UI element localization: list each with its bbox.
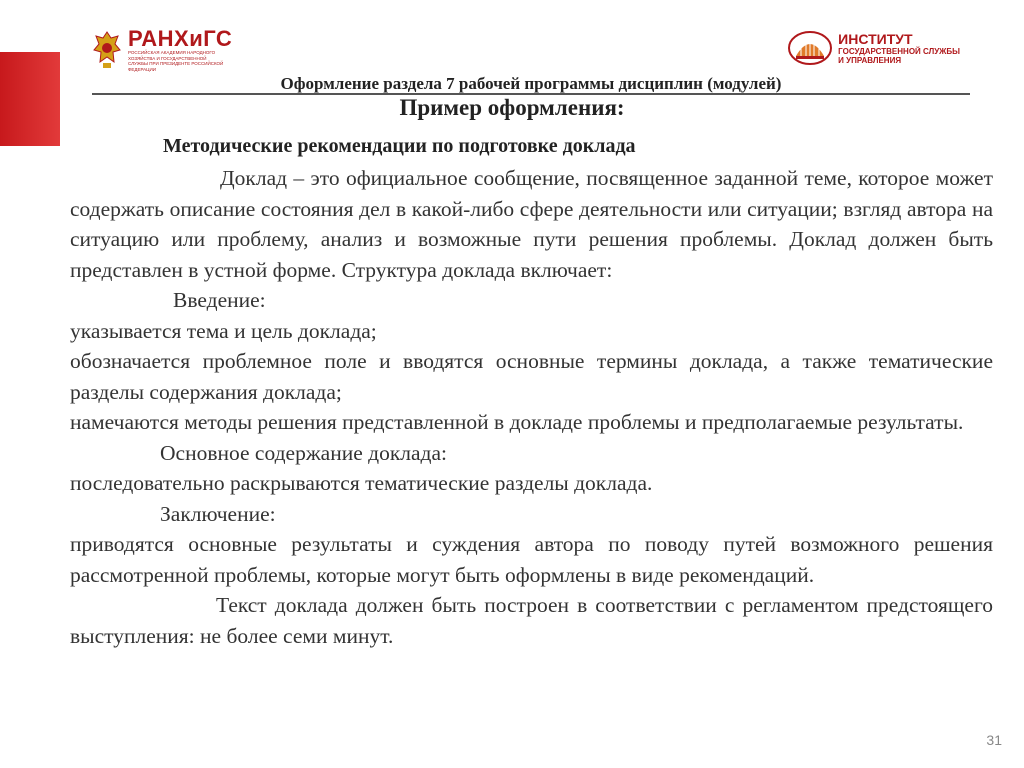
institute-line1: ИНСТИТУТ: [838, 30, 913, 47]
conclusion-item-1: приводятся основные результаты и суждения автора по поводу путей возможного решения рассмотренной проблемы, которые могут быть оформлены в виде рекомендаций.: [70, 532, 993, 587]
example-title: Пример оформления:: [399, 95, 625, 120]
institute-line2: ГОСУДАРСТВЕННОЙ СЛУЖБЫ: [838, 46, 960, 56]
institute-line3: И УПРАВЛЕНИЯ: [838, 55, 902, 65]
intro-paragraph: Доклад – это официальное сообщение, посвященное заданной теме, которое может содержать описание состояния дел в какой-либо сфере деятельности или ситуации; взгляд автора на ситуацию или проблему, анализ и возможные пути решения проблемы. Доклад должен быть представлен в устной форме. Структура доклада включает:: [70, 166, 993, 282]
intro-item-1: указывается тема и цель доклада;: [70, 318, 377, 343]
intro-heading: Введение:: [173, 288, 266, 312]
brand-subtitle: РОССИЙСКАЯ АКАДЕМИЯ НАРОДНОГО ХОЗЯЙСТВА И ГОСУДАРСТВЕННОЙ СЛУЖБЫ ПРИ ПРЕЗИДЕНТЕ РОССИЙСКОЙ ФЕДЕРАЦИИ: [128, 50, 224, 72]
brand-name: РАНХиГС: [128, 26, 233, 51]
page-number: 31: [986, 732, 1002, 748]
final-paragraph: Текст доклада должен быть построен в соответствии с регламентом предстоящего выступления: не более семи минут.: [70, 593, 993, 648]
ranepa-logo: [92, 28, 232, 72]
body-text: [70, 163, 993, 651]
intro-item-2: обозначается проблемное поле и вводятся основные термины доклада, а также тематические разделы содержания доклада;: [70, 349, 993, 404]
dome-icon: [788, 30, 832, 66]
institute-logo: [788, 30, 960, 66]
intro-item-3: намечаются методы решения представленной в докладе проблемы и предполагаемые результаты.: [70, 410, 964, 434]
header-title: Оформление раздела 7 рабочей программы дисциплин (модулей): [280, 74, 782, 93]
main-item-1: последовательно раскрываются тематические разделы доклада.: [70, 471, 653, 495]
section-title: Методические рекомендации по подготовке доклада: [163, 135, 636, 157]
eagle-emblem-icon: [92, 30, 122, 70]
conclusion-heading: Заключение:: [160, 501, 276, 526]
main-heading: Основное содержание доклада:: [160, 440, 448, 465]
